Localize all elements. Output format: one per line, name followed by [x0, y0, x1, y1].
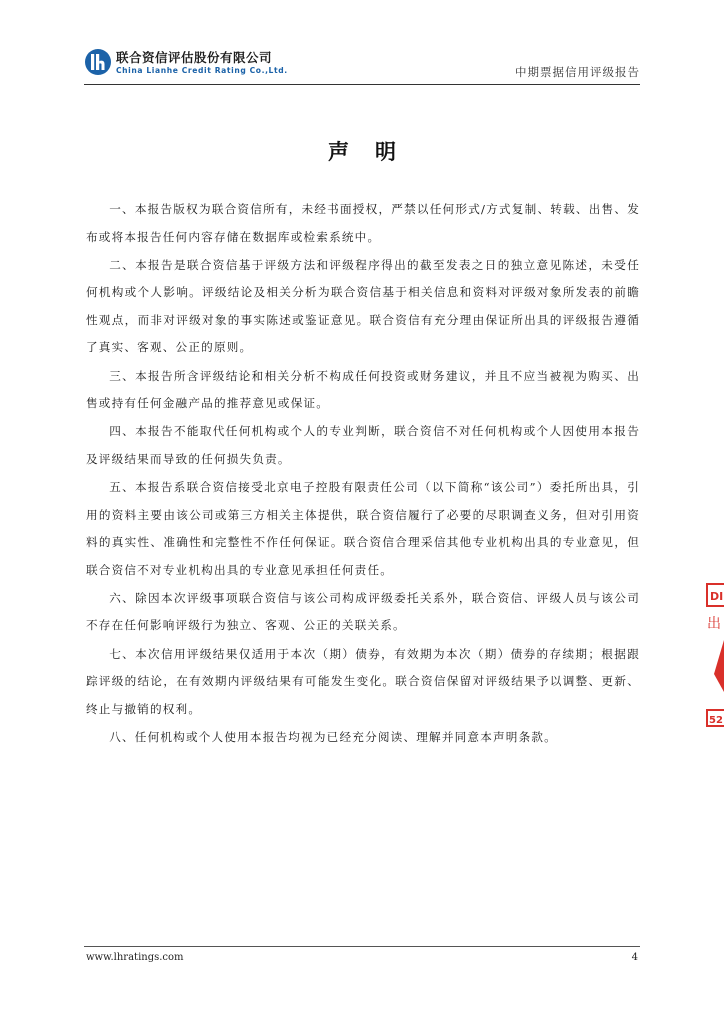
statement-paragraph-8: 八、任何机构或个人使用本报告均视为已经充分阅读、理解并同意本声明条款。 — [109, 729, 557, 744]
statement-paragraph-5: 五、本报告系联合资信接受北京电子控股有限责任公司（以下简称“该公司”）委托所出具，引用的资料主要由该公司或第三方相关主体提供，联合资信履行了必要的尽职调查义务，但对引用资料的真实性、准确性和完整性不作任何保证。联合资信合理采信其他专业机构出具的专业意见，但联合资信不对专业机构出具的专业意见承担任何责任。 — [86, 479, 640, 577]
statement-paragraph-7: 七、本次信用评级结果仅适用于本次（期）债券，有效期为本次（期）债券的存续期；根据跟踪评级的结论，在有效期内评级结果有可能发生变化。联合资信保留对评级结果予以调整、更新、终止与撤销的权利。 — [86, 646, 640, 716]
report-type: 中期票据信用评级报告 — [515, 65, 640, 79]
stamp-text-mid: 出 — [707, 616, 721, 632]
org-name-en: China Lianhe Credit Rating Co.,Ltd. — [116, 66, 288, 75]
stamp-text-top: DI — [710, 590, 724, 603]
header-divider — [84, 84, 640, 85]
statement-paragraph-3: 三、本报告所含评级结论和相关分析不构成任何投资或财务建议，并且不应当被视为购买、出售或持有任何金融产品的推荐意见或保证。 — [86, 368, 640, 411]
org-name-cn: 联合资信评估股份有限公司 — [116, 50, 273, 65]
statement-paragraph-2: 二、本报告是联合资信基于评级方法和评级程序得出的截至发表之日的独立意见陈述，未受任何机构或个人影响。评级结论及相关分析为联合资信基于相关信息和资料对评级对象所发表的前瞻性观点，而非对评级对象的事实陈述或鉴证意见。联合资信有充分理由保证所出具的评级报告遵循了真实、客观、公正的原则。 — [86, 257, 640, 355]
footer-divider — [84, 946, 640, 947]
statement-paragraph-6: 六、除因本次评级事项联合资信与该公司构成评级委托关系外，联合资信、评级人员与该公司不存在任何影响评级行为独立、客观、公正的关联关系。 — [86, 590, 640, 633]
lianhe-logo-icon — [84, 48, 112, 76]
page-number: 4 — [631, 952, 638, 963]
red-seal-stamp — [706, 582, 724, 732]
report-header — [84, 46, 640, 84]
statement-paragraph-4: 四、本报告不能取代任何机构或个人的专业判断，联合资信不对任何机构或个人因使用本报告及评级结果而导致的任何损失负责。 — [86, 424, 640, 466]
statement-body — [86, 196, 640, 752]
page-title: 声明 — [328, 139, 422, 164]
stamp-text-bottom: 52 — [709, 715, 723, 726]
footer-website-link[interactable]: www.lhratings.com — [86, 952, 184, 963]
statement-paragraph-1: 一、本报告版权为联合资信所有，未经书面授权，严禁以任何形式/方式复制、转载、出售、发布或将本报告任何内容存储在数据库或检索系统中。 — [86, 202, 640, 244]
